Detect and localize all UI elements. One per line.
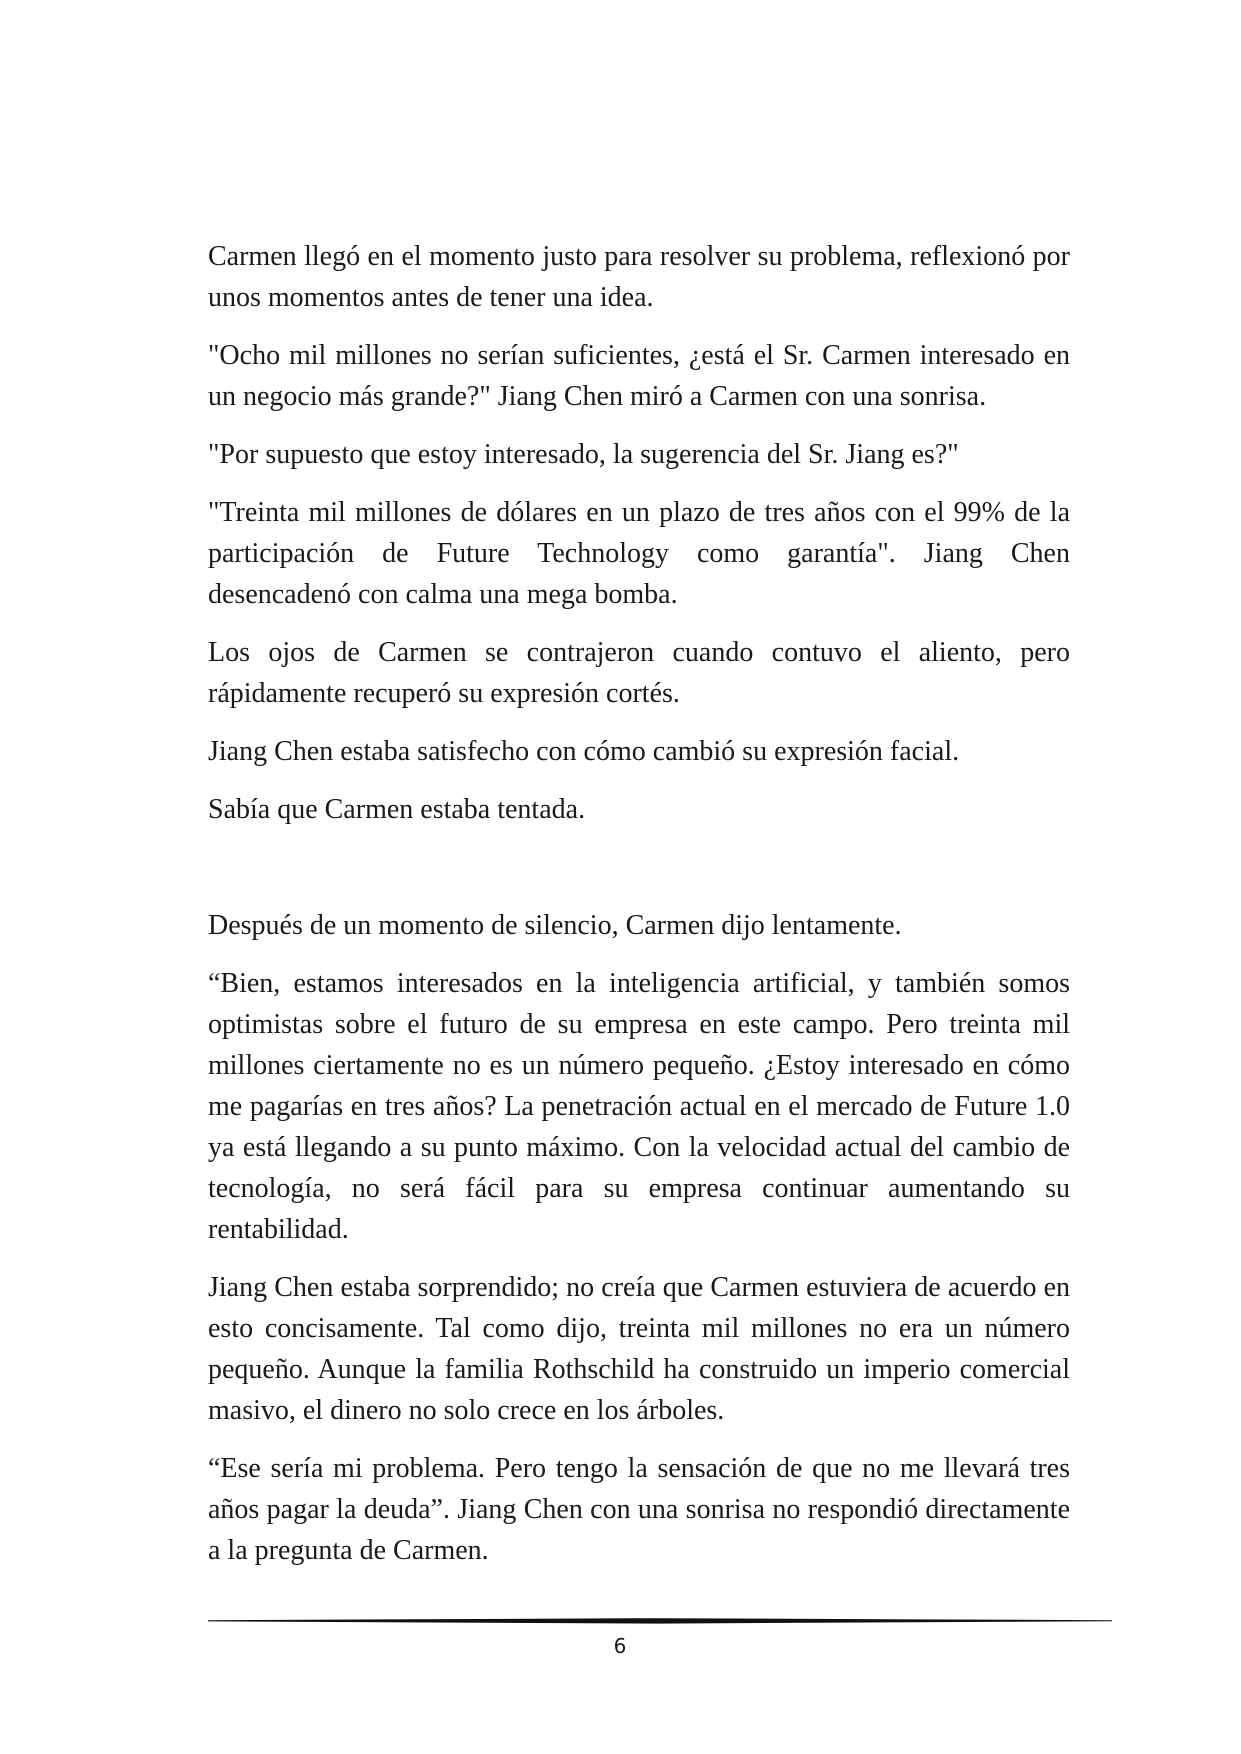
paragraph-1: Carmen llegó en el momento justo para resolver su problema, reflexionó por unos momentos antes de tener una idea. [208,241,1070,313]
paragraph-9: “Bien, estamos interesados en la inteligencia artificial, y también somos optimistas sobre el futuro de su empresa en este campo. Pero treinta mil millones ciertamente no es un número pequeño. ¿Estoy interesado en cómo me pagarías en tres años? La penetración actual en el mercado de Future 1.0 ya está llegando a su punto máximo. Con la velocidad actual del cambio de tecnología, no será fácil para su empresa continuar aumentando su rentabilidad. [208,968,1070,1245]
paragraph-7: Sabía que Carmen estaba tentada. [208,794,586,825]
paragraph-10: Jiang Chen estaba sorprendido; no creía que Carmen estuviera de acuerdo en esto concisamente. Tal como dijo, treinta mil millones no era un número pequeño. Aunque la familia Rothschild ha construido un imperio comercial masivo, el dinero no solo crece en los árboles. [208,1272,1070,1426]
paragraph-3: "Por supuesto que estoy interesado, la sugerencia del Sr. Jiang es?" [208,439,959,470]
body-text [208,236,1070,1588]
footer-divider [208,1614,1112,1628]
paragraph-2: "Ocho mil millones no serían suficientes, ¿está el Sr. Carmen interesado en un negocio más grande?" Jiang Chen miró a Carmen con una sonrisa. [208,340,1070,412]
paragraph-5: Los ojos de Carmen se contrajeron cuando contuvo el aliento, pero rápidamente recuperó su expresión cortés. [208,637,1070,709]
paragraph-11: “Ese sería mi problema. Pero tengo la sensación de que no me llevará tres años pagar la deuda”. Jiang Chen con una sonrisa no respondió directamente a la pregunta de Carmen. [208,1453,1070,1566]
footer-divider-line [208,1614,1112,1628]
paragraph-4: "Treinta mil millones de dólares en un plazo de tres años con el 99% de la participación de Future Technology como garantía". Jiang Chen desencadenó con calma una mega bomba. [208,497,1070,610]
paragraph-6: Jiang Chen estaba satisfecho con cómo cambió su expresión facial. [208,736,960,767]
page-number: 6 [613,1634,627,1658]
paragraph-8: Después de un momento de silencio, Carmen dijo lentamente. [208,910,902,941]
